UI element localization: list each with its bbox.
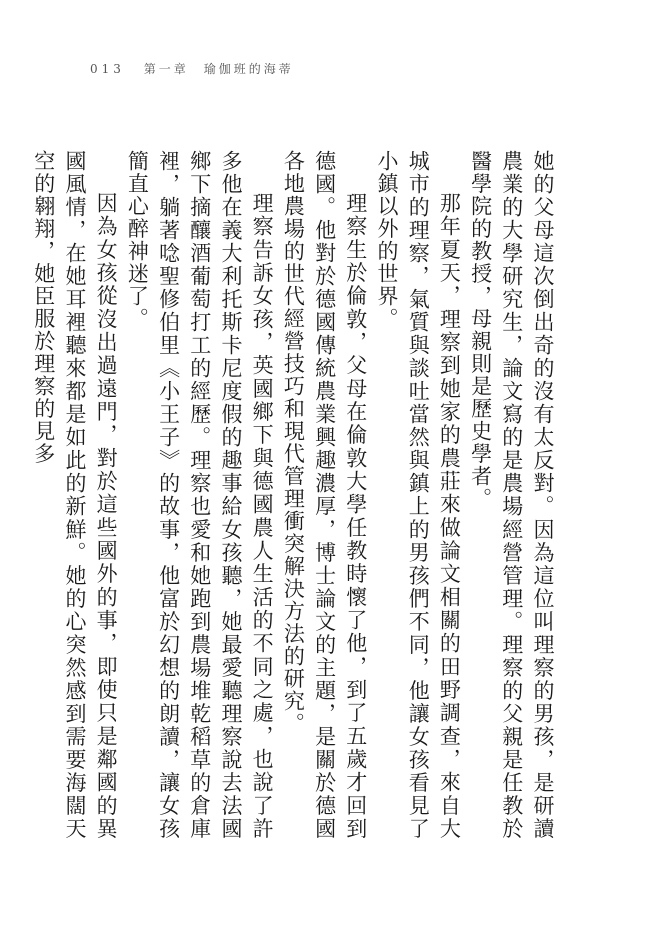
paragraph-2: 那年夏天，理察到她家的農莊來做論文相關的田野調查，來自大城市的理察，氣質與談吐當然與鎮上的男孩們不同，他讓女孩看見了小鎮以外的世界。 [374,150,462,840]
paragraph-5: 因為女孩從沒出過遠門，對於這些國外的事，即使只是鄰國的異國風情，在她耳裡聽來都是如此的新鮮。她的心突然感到需要海闊天空的翱翔，她臣服於理察的見多 [31,150,119,840]
paragraph-3: 理察生於倫敦，父母在倫敦大學任教時懷了他，到了五歲才回到德國。他對於德國傳統農業興趣濃厚，博士論文的主題，是關於德國各地農場的世代經營技巧和現代管理衝突解決方法的研究。 [281,150,368,840]
body-text [28,150,558,840]
page-number: 013 [90,62,125,76]
chapter-title: 第一章 瑜伽班的海蒂 [143,62,294,76]
paragraph-1: 她的父母這次倒出奇的沒有太反對。因為這位叫理察的男孩，是研讀農業的大學研究生，論文寫的是農場經營管理。理察的父親是任教於醫學院的教授，母親則是歷史學者。 [468,150,555,840]
paragraph-4: 理察告訴女孩，英國鄉下與德國農人生活的不同之處，也說了許多他在義大利托斯卡尼度假的趣事給女孩聽，她最愛聽理察說去法國鄉下摘釀酒葡萄打工的經歷。理察也愛和她跑到農場堆乾稻草的倉庫裡，躺著唸聖修伯里《小王子》的故事，他富於幻想的朗讀，讓女孩簡直心醉神迷了。 [125,150,275,840]
running-header [90,60,294,77]
